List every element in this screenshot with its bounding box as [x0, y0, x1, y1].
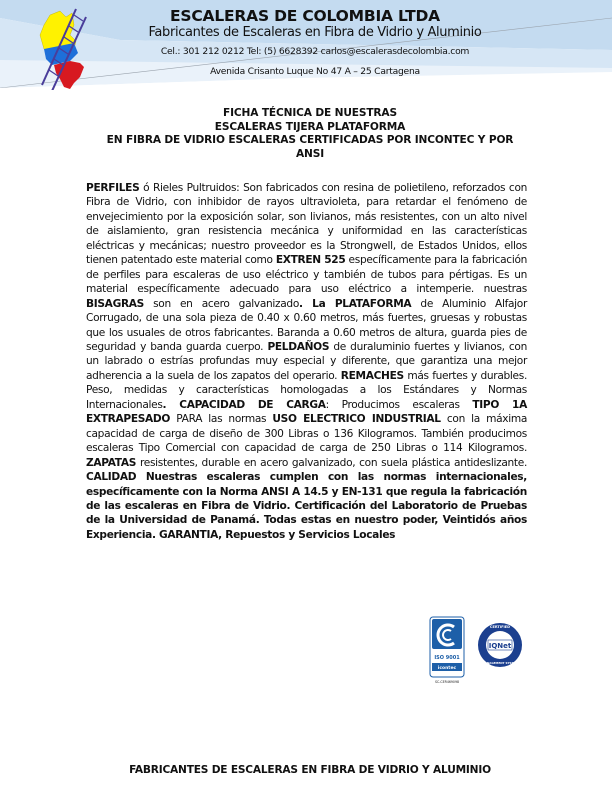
text-capacidad: : Producimos escaleras [325, 398, 473, 411]
term-remaches: REMACHES [340, 369, 404, 382]
text-peldanos: de duraluminio fuertes y livianos, con un labrado o estrías profundas muy especial y diferente, que garantiza una mejor adherencia a la suela de los zapatos del operario. [86, 340, 527, 382]
iqnet-ring-top: CERTIFIED [489, 625, 511, 629]
term-plataforma: . La PLATAFORMA [299, 297, 412, 310]
icontec-iso-label: ISO 9001 [434, 655, 460, 661]
term-extren: EXTREN 525 [275, 254, 346, 267]
term-capacidad: . CAPACIDAD DE CARGA [162, 398, 326, 411]
company-name: ESCALERAS DE COLOMBIA LTDA [170, 7, 440, 25]
iqnet-ring-bottom: MANAGEMENT SYSTEM [481, 661, 519, 665]
text-uso-electrico: con la máxima capacidad de carga de diseño de 300 Libras o 136 Kilogramos. También producimos escaleras Tipo Comercial con capacidad de carga de 250 Libras o 114 Kilogramos. [86, 413, 527, 455]
certification-logos [428, 615, 528, 687]
title-line-4: ANSI [295, 147, 325, 160]
term-perfiles: PERFILES [86, 182, 140, 194]
term-bisagras: BISAGRAS [86, 297, 144, 310]
icontec-iso-9001-logo [430, 617, 464, 684]
term-peldanos: PELDAÑOS [267, 340, 330, 353]
text-remaches: más fuertes y durables. Peso, medidas y características homologadas a los Estándares y Normas Internacionales [86, 369, 527, 411]
term-uso-electrico: USO ELECTRICO INDUSTRIAL [272, 413, 441, 426]
text-extren: específicamente para la fabricación de perfiles para escaleras de uso eléctrico y también de tubos para pértigas. Es un material específicamente adecuado para uso eléctrico a intemperie. nuestras [86, 254, 527, 296]
term-tipo-1a: TIPO 1A EXTRAPESADO [86, 398, 527, 426]
text-bisagras: son en acero galvanizado [143, 297, 299, 310]
title-line-3: EN FIBRA DE VIDRIO ESCALERAS CERTIFICADAS POR INCONTEC Y POR [106, 134, 514, 146]
specification-body [86, 181, 527, 542]
company-tagline: Fabricantes de Escaleras en Fibra de Vidrio y Aluminio [148, 25, 482, 40]
iqnet-brand: IQNet [488, 642, 512, 650]
icontec-brand: icontec [437, 666, 457, 671]
text-plataforma: de Aluminio Alfajor Corrugado, de una sola pieza de 0.40 x 0.60 metros, más fuertes, gruesas y robustas que los usuales de otros fabricantes. Baranda a 0.60 metros de altura, guarda pies de seguridad y banda guarda cuerpo. [86, 297, 527, 353]
company-address: Avenida Crisanto Luque No 47 A – 25 Cartagena [210, 66, 420, 77]
term-zapatas: ZAPATAS [86, 456, 137, 469]
iqnet-logo [478, 623, 522, 667]
document-title [80, 107, 540, 161]
title-line-2: ESCALERAS TIJERA PLATAFORMA [214, 120, 406, 133]
text-perfiles: ó Rieles Pultruidos: Son fabricados con resina de polietileno, reforzados con Fibra de Vidrio, con inhibidor de rayos ultravioleta, para retardar el fenómeno de envejecimiento por la exposición solar, son livianos, más resistentes, con un alto nivel de aislamiento, gran resistencia mecánica y uniformidad en las características eléctricas y mecánicas; nuestro proveedor es la Strongwell, de Estados Unidos, ellos tienen patentado este material como [86, 182, 527, 267]
page-footer: FABRICANTES DE ESCALERAS EN FIBRA DE VIDRIO Y ALUMINIO [129, 764, 491, 776]
text-zapatas: resistentes, durable en acero galvanizado, con suela plástica antideslizante. [136, 456, 527, 469]
text-tipo-1a: PARA las normas [170, 413, 273, 426]
term-calidad: CALIDAD Nuestras escaleras cumplen con las normas internacionales, específicamente con la Norma ANSI A 14.5 y EN-131 que regula la fabricación de las escaleras en Fibra de Vidrio. Certificación del Laboratorio de Pruebas de la Universidad de Panamá. Todas estas en nuestro poder, Veintidós años Experiencia. GARANTIA, Repuestos y Servicios Locales [86, 471, 527, 541]
title-line-1: FICHA TÉCNICA DE NUESTRAS [223, 107, 397, 119]
icontec-certificate-code: SC-CER469098 [434, 680, 460, 684]
company-contact: Cel.: 301 212 0212 Tel: (5) 6628392 carlos@escalerasdecolombia.com [160, 46, 470, 57]
